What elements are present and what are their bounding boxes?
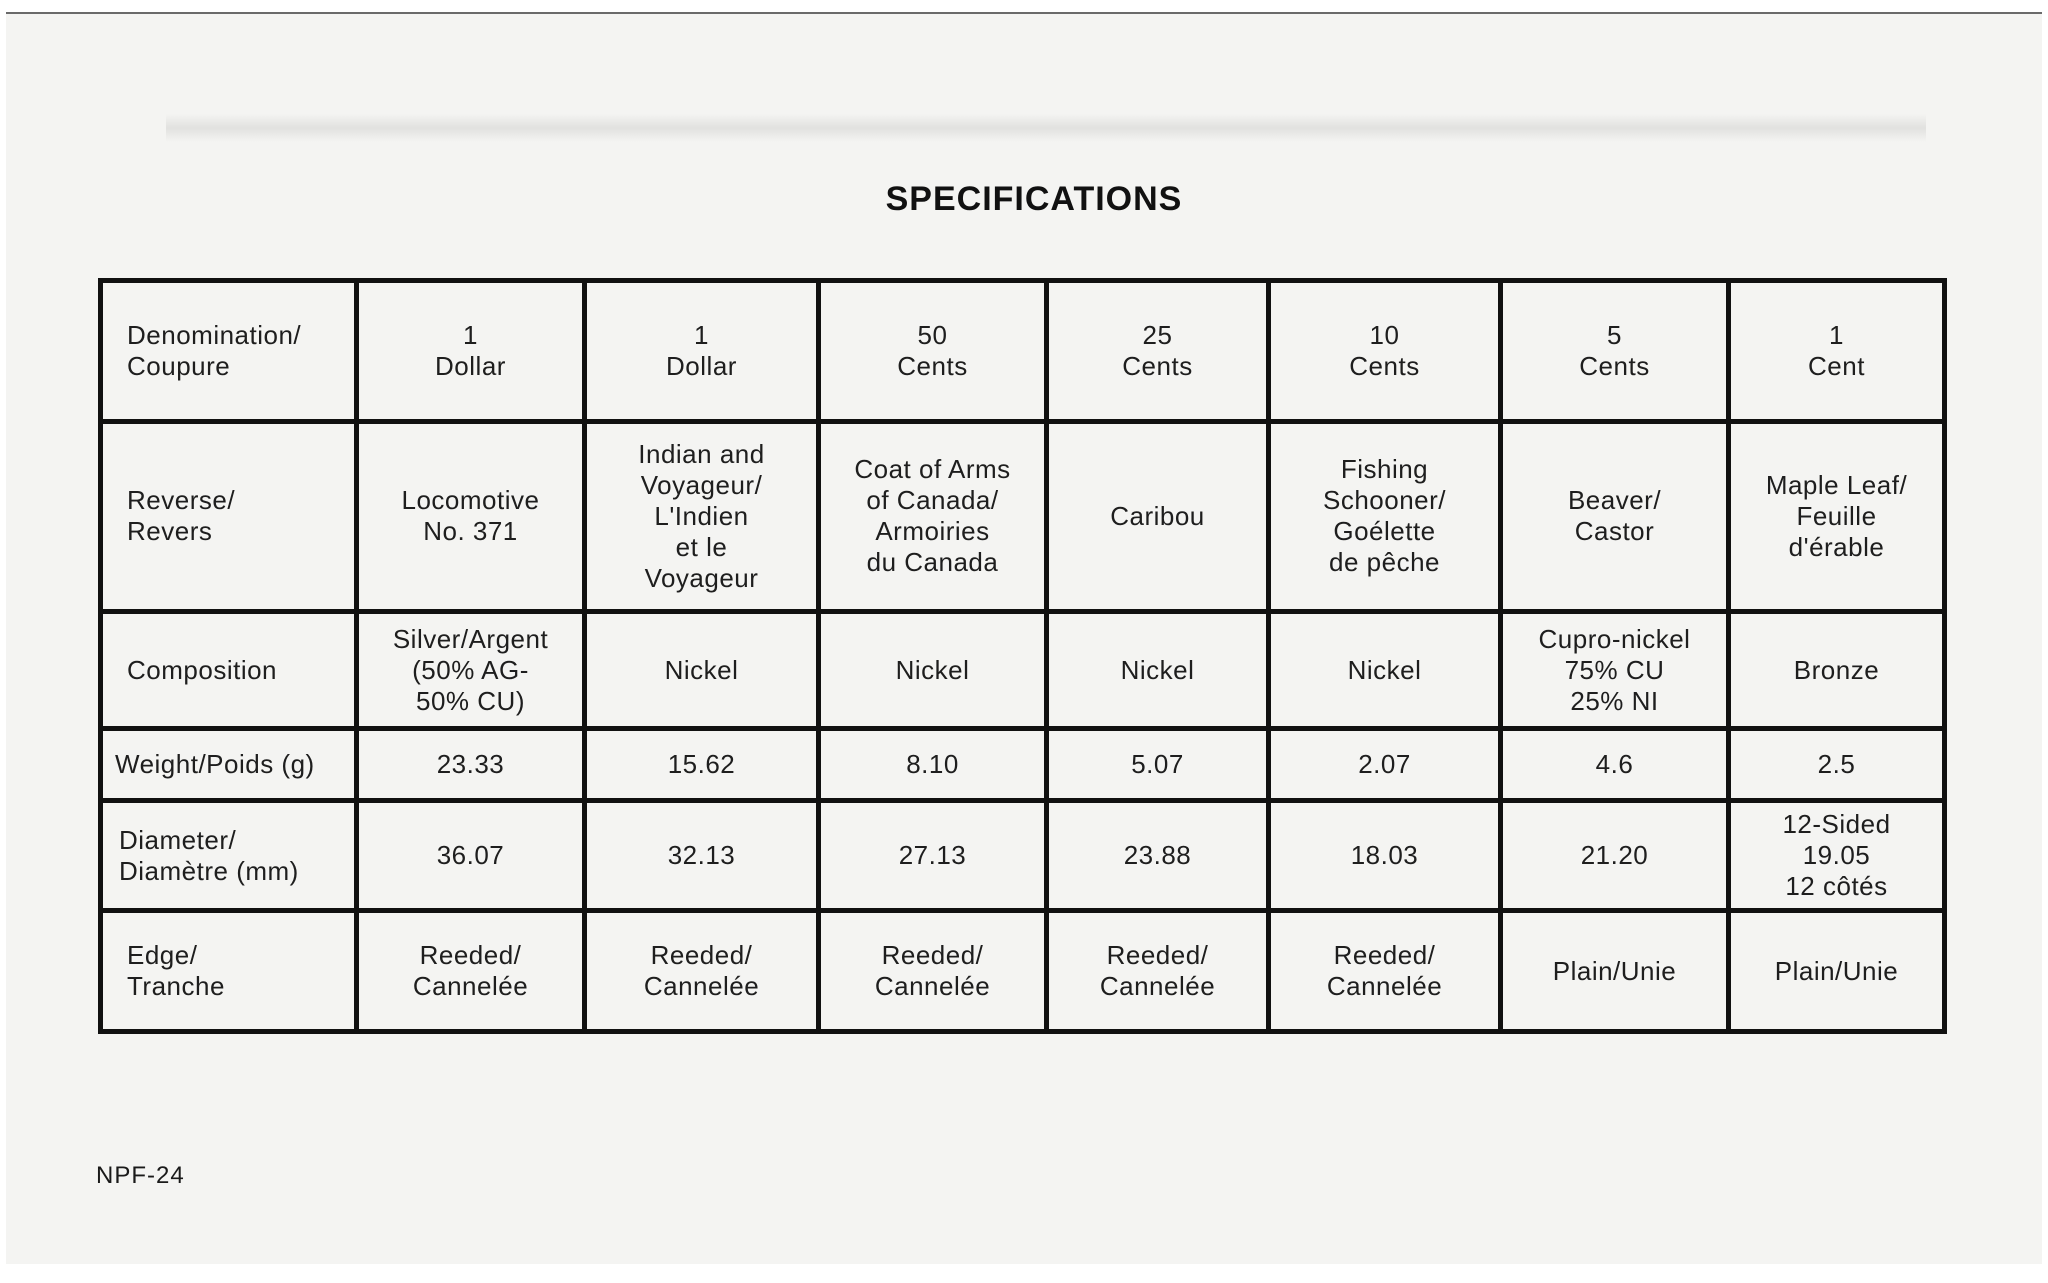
cell-composition-4: Nickel [1047,612,1269,728]
specifications-table [98,278,1947,1034]
cell-weight-1: 23.33 [357,728,585,800]
cell-edge-1: Reeded/ Cannelée [357,911,585,1032]
page-title: SPECIFICATIONS [885,180,1183,218]
cell-denomination-4: 25 Cents [1047,281,1269,422]
cell-reverse-4: Caribou [1047,421,1269,612]
cell-reverse-7: Maple Leaf/ Feuille d'érable [1729,421,1945,612]
cell-reverse-6: Beaver/ Castor [1501,421,1729,612]
cell-edge-3: Reeded/ Cannelée [819,911,1047,1032]
cell-denomination-3: 50 Cents [819,281,1047,422]
cell-weight-4: 5.07 [1047,728,1269,800]
cell-reverse-5: Fishing Schooner/ Goélette de pêche [1269,421,1501,612]
table-row-edge [101,911,1945,1032]
cell-diameter-2: 32.13 [585,801,819,911]
table-row-weight [101,728,1945,800]
table-row-diameter [101,801,1945,911]
cell-denomination-7: 1 Cent [1729,281,1945,422]
table-row-denomination [101,281,1945,422]
cell-denomination-1: 1 Dollar [357,281,585,422]
cell-diameter-4: 23.88 [1047,801,1269,911]
cell-edge-2: Reeded/ Cannelée [585,911,819,1032]
cell-reverse-3: Coat of Arms of Canada/ Armoiries du Canada [819,421,1047,612]
cell-weight-2: 15.62 [585,728,819,800]
cell-diameter-3: 27.13 [819,801,1047,911]
cell-edge-6: Plain/Unie [1501,911,1729,1032]
cell-composition-1: Silver/Argent (50% AG- 50% CU) [357,612,585,728]
cell-composition-6: Cupro-nickel 75% CU 25% NI [1501,612,1729,728]
cell-weight-3: 8.10 [819,728,1047,800]
cell-edge-5: Reeded/ Cannelée [1269,911,1501,1032]
cell-denomination-5: 10 Cents [1269,281,1501,422]
cell-composition-7: Bronze [1729,612,1945,728]
row-label-weight: Weight/Poids (g) [101,728,357,800]
row-label-diameter: Diameter/ Diamètre (mm) [101,801,357,911]
cell-reverse-1: Locomotive No. 371 [357,421,585,612]
cell-diameter-7: 12-Sided 19.05 12 côtés [1729,801,1945,911]
cell-edge-4: Reeded/ Cannelée [1047,911,1269,1032]
cell-weight-6: 4.6 [1501,728,1729,800]
cell-diameter-5: 18.03 [1269,801,1501,911]
row-label-edge: Edge/ Tranche [101,911,357,1032]
show-through-shadow [166,114,1926,142]
row-label-denomination: Denomination/ Coupure [101,281,357,422]
cell-edge-7: Plain/Unie [1729,911,1945,1032]
cell-diameter-1: 36.07 [357,801,585,911]
cell-diameter-6: 21.20 [1501,801,1729,911]
cell-weight-7: 2.5 [1729,728,1945,800]
cell-composition-5: Nickel [1269,612,1501,728]
cell-denomination-6: 5 Cents [1501,281,1729,422]
table-row-composition [101,612,1945,728]
row-label-composition: Composition [101,612,357,728]
cell-reverse-2: Indian and Voyageur/ L'Indien et le Voyageur [585,421,819,612]
table-row-reverse [101,421,1945,612]
cell-denomination-2: 1 Dollar [585,281,819,422]
cell-composition-3: Nickel [819,612,1047,728]
cell-weight-5: 2.07 [1269,728,1501,800]
row-label-reverse: Reverse/ Revers [101,421,357,612]
cell-composition-2: Nickel [585,612,819,728]
document-code: NPF-24 [96,1162,185,1189]
